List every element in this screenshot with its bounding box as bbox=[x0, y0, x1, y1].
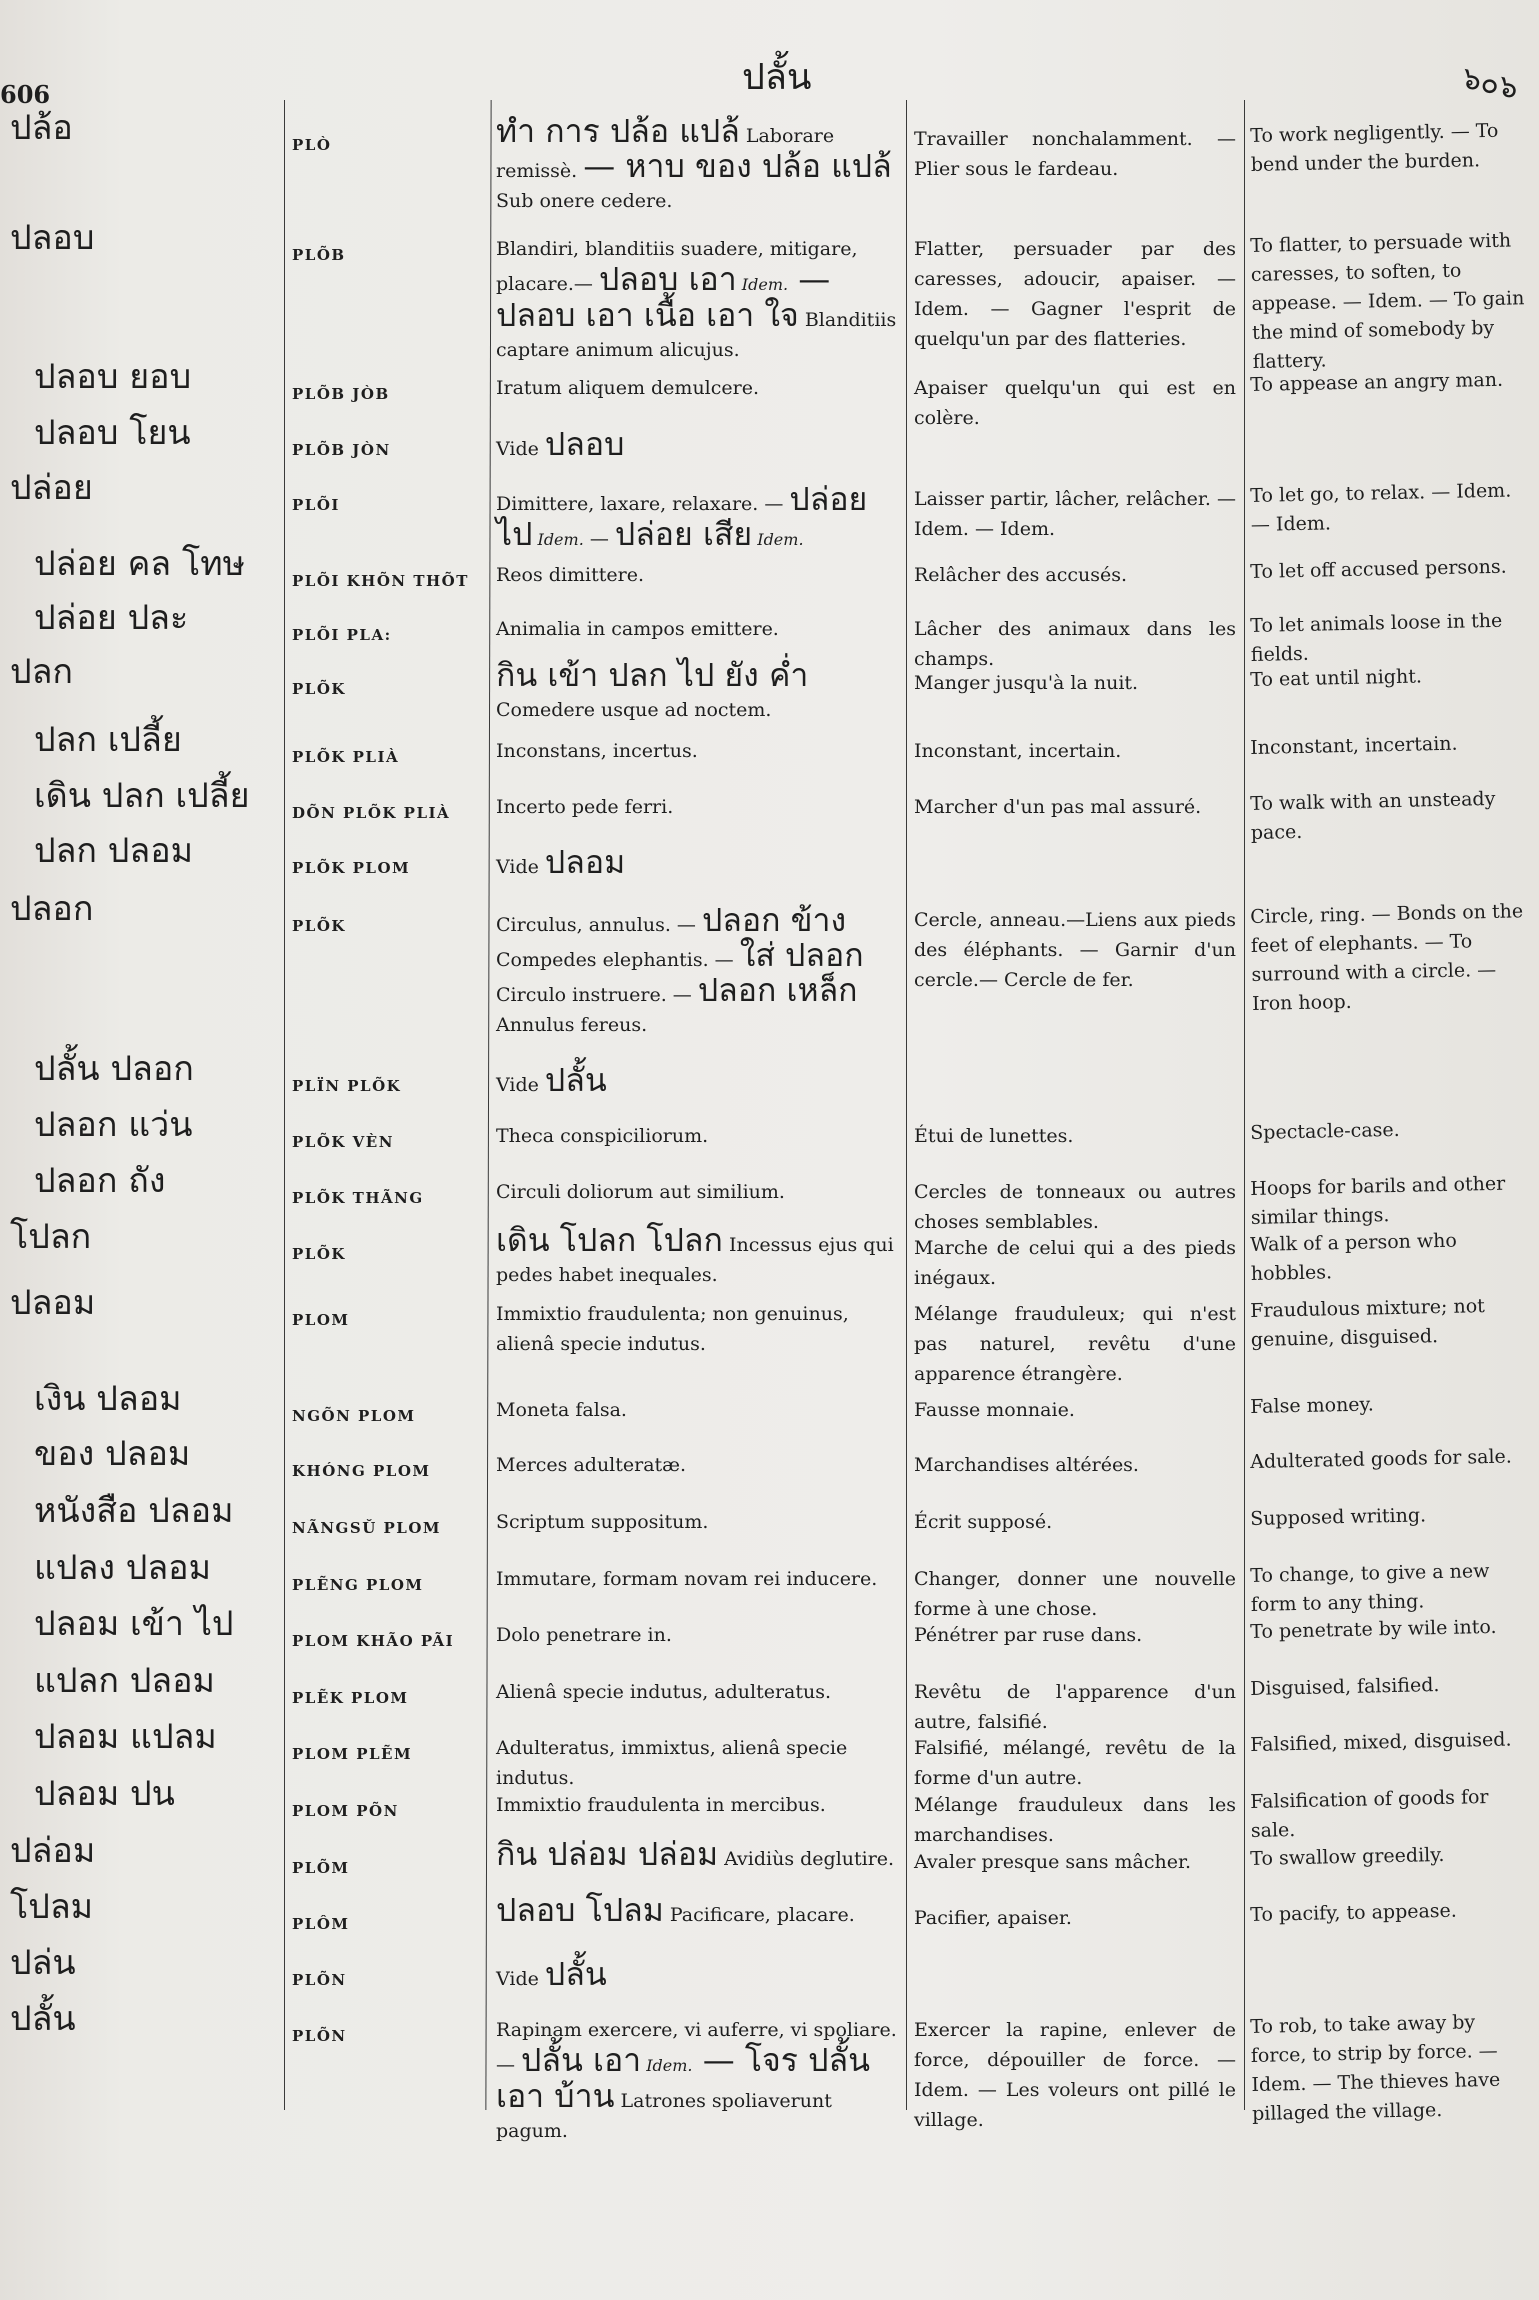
romanization: PLÕB JÒN bbox=[292, 441, 391, 459]
headword-thai: โปลม bbox=[10, 1887, 94, 1927]
latin-definition bbox=[496, 425, 906, 464]
english-definition: To work negligently. — To bend under the burden. bbox=[1250, 119, 1499, 176]
romanization: DÕN PLÕK PLIÀ bbox=[292, 804, 451, 822]
english-definition bbox=[1250, 1951, 1536, 1957]
french-definition: Lâcher des animaux dans les champs. bbox=[914, 618, 1236, 670]
english-definition: To let go, to relax. — Idem. — Idem. bbox=[1250, 479, 1512, 536]
romanization: PLÕK THÃNG bbox=[292, 1189, 424, 1207]
latin-definition bbox=[496, 1677, 906, 1707]
english-definition: Walk of a person who hobbles. bbox=[1250, 1229, 1458, 1285]
english-definition: Spectacle-case. bbox=[1250, 1118, 1400, 1144]
english-definition: Supposed writing. bbox=[1250, 1504, 1427, 1530]
romanization: PLÕB bbox=[292, 246, 346, 264]
english-definition: To let animals loose in the fields. bbox=[1250, 609, 1503, 666]
headword-thai: หนังสือ ปลอม bbox=[34, 1491, 234, 1531]
latin-text: Pacificare, placare. bbox=[663, 1904, 855, 1926]
latin-definition bbox=[496, 1835, 906, 1874]
headword-thai: แปลง ปลอม bbox=[34, 1548, 211, 1588]
thai-phrase: ปลอบ เอา bbox=[598, 260, 737, 298]
latin-text: Inconstans, incertus. bbox=[496, 740, 698, 762]
thai-phrase: ปลอก ข้าง bbox=[701, 901, 847, 939]
column-divider bbox=[1244, 100, 1245, 2110]
latin-text: Immixtio fraudulenta; non genuinus, alienâ specie indutus. bbox=[496, 1303, 849, 1355]
latin-definition bbox=[496, 901, 906, 1040]
french-definition: Cercles de tonneaux ou autres choses semblables. bbox=[914, 1181, 1236, 1233]
headword-thai: เดิน ปลก เปลี้ย bbox=[34, 776, 250, 816]
thai-phrase: — หาบ ของ ปล้อ แปล้ bbox=[583, 147, 892, 185]
thai-phrase: ใส่ ปลอก bbox=[739, 936, 864, 974]
french-definition: Falsifié, mélangé, revêtu de la forme d'un autre. bbox=[914, 1737, 1236, 1789]
romanization: PLÕK bbox=[292, 917, 346, 935]
english-definition: To let off accused persons. bbox=[1250, 555, 1507, 583]
latin-definition bbox=[496, 656, 906, 725]
latin-text: Circulo instruere. — bbox=[496, 984, 698, 1006]
french-definition: Revêtu de l'apparence d'un autre, falsifié. bbox=[914, 1681, 1236, 1733]
headword-thai: ปลก bbox=[10, 652, 74, 692]
english-definition: False money. bbox=[1250, 1393, 1375, 1418]
english-definition: Inconstant, incertain. bbox=[1250, 732, 1458, 759]
headword-thai: ปลก ปลอม bbox=[34, 831, 194, 871]
romanization: NGÕN PLOM bbox=[292, 1407, 416, 1425]
thai-phrase: ปลอบ โปลม bbox=[496, 1891, 664, 1929]
french-definition: Relâcher des accusés. bbox=[914, 564, 1128, 586]
french-definition: Cercle, anneau.—Liens aux pieds des éléphants. — Garnir d'un cercle.— Cercle de fer. bbox=[914, 909, 1236, 991]
english-definition: Falsification of goods for sale. bbox=[1250, 1786, 1489, 1842]
english-definition: Falsified, mixed, disguised. bbox=[1250, 1728, 1512, 1756]
english-definition: Hoops for barils and other similar things. bbox=[1250, 1172, 1506, 1229]
romanization: PLOM PLẼM bbox=[292, 1745, 413, 1763]
latin-text: Idem. bbox=[532, 530, 584, 549]
latin-definition bbox=[496, 1564, 906, 1594]
english-definition: To flatter, to persuade with caresses, to soften, to appease. — Idem. — To gain the mind of somebody by flattery. bbox=[1250, 229, 1525, 373]
column-divider bbox=[906, 100, 907, 2110]
latin-text: Idem. bbox=[736, 275, 789, 294]
latin-text: — bbox=[583, 528, 615, 550]
romanization: PLÕK VÈN bbox=[292, 1133, 394, 1151]
latin-text: Vide bbox=[496, 438, 545, 460]
french-definition: Étui de lunettes. bbox=[914, 1125, 1074, 1147]
french-definition: Avaler presque sans mâcher. bbox=[914, 1851, 1191, 1873]
latin-text: Avidiùs deglutire. bbox=[718, 1848, 895, 1870]
latin-text: Moneta falsa. bbox=[496, 1399, 627, 1421]
latin-text: Blandiri, blanditiis suadere, mitigare, placare.— bbox=[496, 238, 858, 295]
latin-text: Vide bbox=[496, 856, 545, 878]
thai-phrase: ปลั้น bbox=[544, 1955, 607, 1993]
english-definition: Fraudulous mixture; not genuine, disguised. bbox=[1250, 1295, 1486, 1351]
latin-definition bbox=[496, 112, 906, 216]
latin-definition bbox=[496, 1061, 906, 1100]
romanization: KHÓNG PLOM bbox=[292, 1462, 431, 1480]
romanization: PLÕM bbox=[292, 1859, 350, 1877]
latin-text: Animalia in campos emittere. bbox=[496, 618, 779, 640]
latin-text: Blanditiis captare animum alicujus. bbox=[496, 309, 897, 361]
latin-text: Immutare, formam novam rei inducere. bbox=[496, 1568, 878, 1590]
thai-phrase: เดิน โปลก โปลก bbox=[496, 1221, 723, 1259]
english-definition: To swallow greedily. bbox=[1250, 1843, 1445, 1870]
latin-text: Immixtio fraudulenta in mercibus. bbox=[496, 1794, 826, 1816]
romanization: PLẼK PLOM bbox=[292, 1689, 409, 1707]
latin-definition bbox=[496, 736, 906, 766]
thai-phrase: ทำ การ ปล้อ แปล้ bbox=[496, 112, 740, 150]
headword-thai: ปล่อม bbox=[10, 1831, 96, 1871]
thai-phrase: ปลอก เหล็ก bbox=[697, 971, 858, 1009]
romanization: PLÕI bbox=[292, 496, 340, 514]
romanization: PLOM KHÃO PÃI bbox=[292, 1632, 455, 1650]
latin-definition bbox=[496, 1955, 906, 1994]
french-definition: Pacifier, apaiser. bbox=[914, 1907, 1072, 1929]
english-definition: To appease an angry man. bbox=[1250, 368, 1504, 396]
thai-phrase: กิน ปล่อม ปล่อม bbox=[496, 1835, 719, 1873]
headword-thai: ปล่อย bbox=[10, 468, 93, 508]
french-definition: Mélange frauduleux dans les marchandises. bbox=[914, 1794, 1236, 1846]
romanization: PLÕK PLIÀ bbox=[292, 748, 400, 766]
latin-text: Vide bbox=[496, 1074, 545, 1096]
headword-thai: ปลั้น bbox=[10, 1999, 76, 2039]
english-definition bbox=[1250, 1057, 1536, 1063]
headword-thai: โปลก bbox=[10, 1217, 92, 1257]
english-definition: To penetrate by wile into. bbox=[1250, 1615, 1497, 1643]
latin-definition bbox=[496, 1733, 906, 1793]
headword-thai: ปลอม bbox=[10, 1283, 96, 1323]
romanization: PLÕK bbox=[292, 1245, 346, 1263]
romanization: PLÕN bbox=[292, 2027, 347, 2045]
romanization: PLÕB JÒB bbox=[292, 385, 390, 403]
romanization: PLOM PÕN bbox=[292, 1802, 399, 1820]
latin-text: Compedes elephantis. — bbox=[496, 949, 740, 971]
latin-text: Latrones spoliaverunt pagum. bbox=[496, 2090, 832, 2142]
latin-definition bbox=[496, 2015, 906, 2146]
romanization: NÃNGSŬ PLOM bbox=[292, 1519, 442, 1537]
thai-phrase: ปล่อย เสีย bbox=[614, 515, 753, 553]
headword-thai: ปลอบ bbox=[10, 218, 95, 258]
latin-text: Iratum aliquem demulcere. bbox=[496, 377, 760, 399]
french-definition: Laisser partir, lâcher, relâcher. — Idem. — Idem. bbox=[914, 488, 1236, 540]
latin-text: Circuli doliorum aut similium. bbox=[496, 1181, 785, 1203]
thai-phrase: ปลั้น เอา bbox=[521, 2041, 642, 2079]
french-definition: Mélange frauduleux; qui n'est pas naturel, revêtu d'une apparence étrangère. bbox=[914, 1303, 1236, 1385]
latin-text: Sub onere cedere. bbox=[496, 190, 673, 212]
french-definition: Marche de celui qui a des pieds inégaux. bbox=[914, 1237, 1236, 1289]
latin-text: Comedere usque ad noctem. bbox=[496, 699, 772, 721]
latin-text: Adulteratus, immixtus, alienâ specie indutus. bbox=[496, 1737, 848, 1789]
thai-phrase: กิน เข้า ปลก ไป ยัง ค่ำ bbox=[496, 656, 809, 694]
english-definition: To walk with an unsteady pace. bbox=[1250, 787, 1496, 844]
headword-thai: ปลอม เข้า ไป bbox=[34, 1604, 234, 1644]
french-definition: Flatter, persuader par des caresses, adoucir, apaiser. — Idem. — Gagner l'esprit de quelqu'un par des flatteries. bbox=[914, 238, 1236, 350]
romanization: PLÕN bbox=[292, 1971, 347, 1989]
romanization: PLÏN PLÕK bbox=[292, 1077, 402, 1095]
english-definition: To pacify, to appease. bbox=[1250, 1899, 1458, 1926]
romanization: PLOM bbox=[292, 1311, 350, 1329]
english-definition: Circle, ring. — Bonds on the feet of elephants. — To surround with a circle. — Iron hoop. bbox=[1250, 900, 1524, 1015]
page-number: 606 bbox=[0, 80, 51, 109]
latin-text: Incessus ejus qui pedes habet inequales. bbox=[496, 1234, 894, 1286]
latin-text: Idem. bbox=[641, 2056, 693, 2075]
latin-text: Scriptum suppositum. bbox=[496, 1511, 709, 1533]
headword-thai: ปล่อย ปละ bbox=[34, 598, 189, 638]
romanization: PLÔM bbox=[292, 1915, 350, 1933]
french-definition: Marcher d'un pas mal assuré. bbox=[914, 796, 1202, 818]
headword-thai: ปล่น bbox=[10, 1943, 76, 1983]
latin-text: Reos dimittere. bbox=[496, 564, 644, 586]
headword-thai: แปลก ปลอม bbox=[34, 1661, 215, 1701]
headword-thai: ปลอม แปลม bbox=[34, 1717, 217, 1757]
headword-thai: ปลอบ โยน bbox=[34, 413, 191, 453]
romanization: PLÕK bbox=[292, 680, 346, 698]
headword-thai: ปลอม ปน bbox=[34, 1774, 175, 1814]
latin-definition bbox=[496, 1395, 906, 1425]
french-definition: Changer, donner une nouvelle forme à une chose. bbox=[914, 1568, 1236, 1620]
latin-text: Theca conspiciliorum. bbox=[496, 1125, 709, 1147]
latin-definition bbox=[496, 1450, 906, 1480]
latin-definition bbox=[496, 614, 906, 644]
thai-phrase: ปล่อย ไป bbox=[496, 480, 868, 553]
romanization: PLÒ bbox=[292, 136, 332, 154]
headword-thai: ของ ปลอม bbox=[34, 1434, 191, 1474]
headword-thai: ปลอบ ยอบ bbox=[34, 357, 192, 397]
latin-text: Idem. bbox=[752, 530, 804, 549]
thai-phrase: — โจร ปลั้น เอา บ้าน bbox=[496, 2041, 870, 2115]
french-definition: Exercer la rapine, enlever de force, dépouiller de force. — Idem. — Les voleurs ont pillé le village. bbox=[914, 2019, 1236, 2131]
latin-text: Merces adulteratæ. bbox=[496, 1454, 687, 1476]
latin-definition bbox=[496, 1177, 906, 1207]
headword-thai: ปลั้น ปลอก bbox=[34, 1049, 194, 1089]
romanization: PLÕI KHÕN THÕT bbox=[292, 572, 469, 590]
french-definition: Manger jusqu'à la nuit. bbox=[914, 672, 1139, 694]
english-definition: Adulterated goods for sale. bbox=[1250, 1445, 1513, 1473]
latin-text: Dolo penetrare in. bbox=[496, 1624, 672, 1646]
thai-phrase: — ปลอบ เอา เนื้อ เอา ใจ bbox=[496, 260, 831, 334]
headword-thai: ปลอก bbox=[10, 889, 94, 929]
headword-thai: ปล้อ bbox=[10, 108, 73, 148]
latin-definition bbox=[496, 1299, 906, 1359]
headword-thai: ปลอก ถัง bbox=[34, 1161, 166, 1201]
latin-text: Vide bbox=[496, 1968, 545, 1990]
thai-phrase: ปลอบ bbox=[544, 425, 625, 463]
latin-definition bbox=[496, 792, 906, 822]
headword-thai: ปลก เปลี้ย bbox=[34, 720, 182, 760]
latin-definition bbox=[496, 234, 906, 365]
latin-definition bbox=[496, 1620, 906, 1650]
latin-definition bbox=[496, 1221, 906, 1290]
french-definition: Écrit supposé. bbox=[914, 1511, 1053, 1533]
latin-definition bbox=[496, 1790, 906, 1820]
page-number-thai: ๖๐๖ bbox=[1458, 60, 1522, 107]
headword-thai: เงิน ปลอม bbox=[34, 1379, 182, 1419]
latin-definition bbox=[496, 843, 906, 882]
column-divider bbox=[485, 100, 491, 2110]
latin-definition bbox=[496, 1891, 906, 1930]
french-definition: Inconstant, incertain. bbox=[914, 740, 1122, 762]
english-definition: To eat until night. bbox=[1250, 665, 1423, 691]
romanization: PLẼNG PLOM bbox=[292, 1576, 424, 1594]
latin-text: Annulus fereus. bbox=[496, 1014, 648, 1036]
french-definition: Pénétrer par ruse dans. bbox=[914, 1624, 1143, 1646]
latin-definition bbox=[496, 1507, 906, 1537]
english-definition: Disguised, falsified. bbox=[1250, 1674, 1440, 1700]
romanization: PLÕK PLOM bbox=[292, 859, 411, 877]
page-title: ปลั้น bbox=[742, 57, 812, 98]
latin-text: Circulus, annulus. — bbox=[496, 914, 702, 936]
thai-phrase: ปลั้น bbox=[544, 1061, 607, 1099]
english-definition bbox=[1250, 421, 1536, 427]
latin-definition bbox=[496, 373, 906, 403]
thai-phrase: ปลอม bbox=[544, 843, 626, 881]
latin-text: Alienâ specie indutus, adulteratus. bbox=[496, 1681, 832, 1703]
latin-text: Rapinam exercere, vi auferre, vi spoliare. — bbox=[496, 2019, 897, 2076]
column-divider bbox=[284, 100, 285, 2110]
french-definition: Marchandises altérées. bbox=[914, 1454, 1139, 1476]
latin-text: Incerto pede ferri. bbox=[496, 796, 674, 818]
latin-text: Dimittere, laxare, relaxare. — bbox=[496, 493, 790, 515]
english-definition: To change, to give a new form to any thing. bbox=[1250, 1559, 1490, 1616]
latin-text: Laborare remissè. bbox=[496, 125, 835, 182]
french-definition: Apaiser quelqu'un qui est en colère. bbox=[914, 377, 1236, 429]
romanization: PLÕI PLA: bbox=[292, 626, 392, 644]
english-definition: To rob, to take away by force, to strip by force. — Idem. — The thieves have pillaged the village. bbox=[1250, 2011, 1501, 2125]
french-definition: Fausse monnaie. bbox=[914, 1399, 1075, 1421]
latin-definition bbox=[496, 560, 906, 590]
latin-definition bbox=[496, 1121, 906, 1151]
latin-definition bbox=[496, 480, 906, 555]
french-definition: Travailler nonchalamment. — Plier sous le fardeau. bbox=[914, 128, 1236, 180]
headword-thai: ปลอก แว่น bbox=[34, 1105, 193, 1145]
headword-thai: ปล่อย คล โทษ bbox=[34, 544, 246, 584]
